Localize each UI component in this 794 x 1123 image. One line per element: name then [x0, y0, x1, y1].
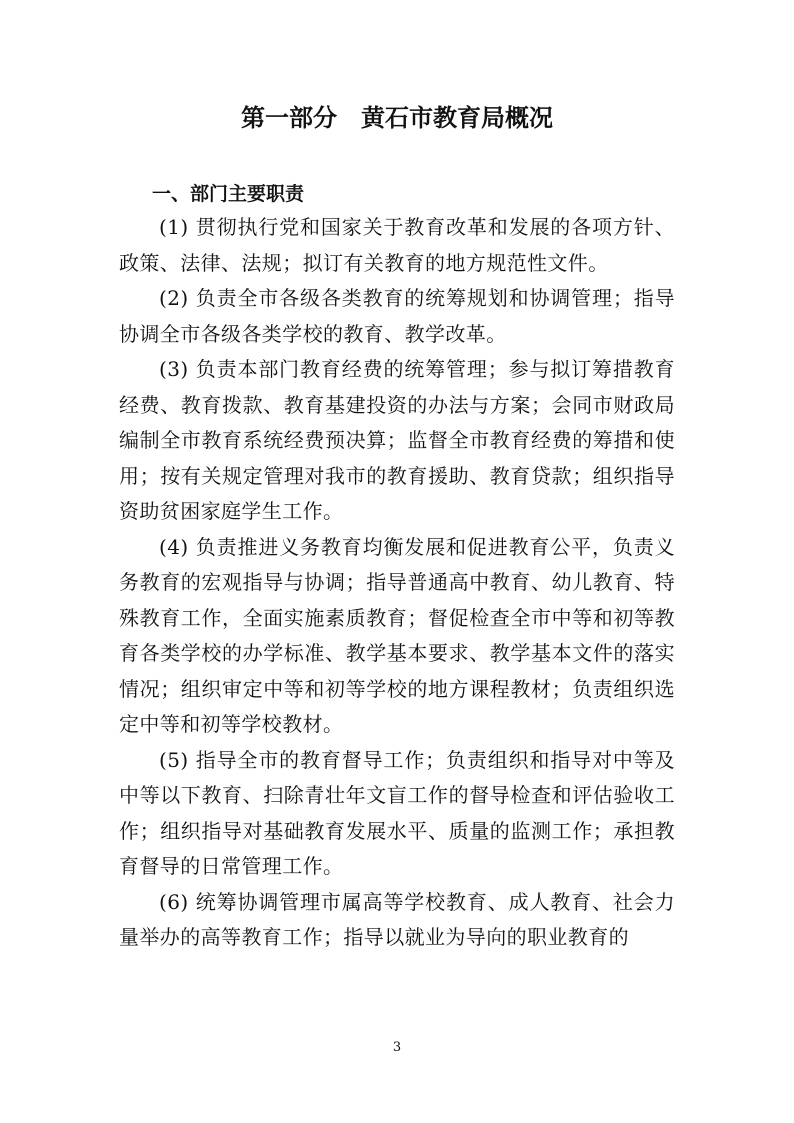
- page-title: 第一部分 黄石市教育局概况: [241, 103, 553, 132]
- paragraph-5: (5) 指导全市的教育督导工作；负责组织和指导对中等及中等以下教育、扫除青壮年文盲工作的督导检查和评估验收工作；组织指导对基础教育发展水平、质量的监测工作；承担教育督导的日常管理工作。: [119, 747, 675, 878]
- paragraph-2: (2) 负责全市各级各类教育的统筹规划和协调管理；指导协调全市各级各类学校的教育、教学改革。: [119, 286, 675, 346]
- section-heading: 一、部门主要职责: [152, 183, 305, 205]
- body-text: [119, 210, 675, 956]
- paragraph-1: (1) 贯彻执行党和国家关于教育改革和发展的各项方针、政策、法律、法规；拟订有关教育的地方规范性文件。: [119, 215, 675, 275]
- page-number: 3: [392, 1040, 402, 1055]
- paragraph-6: (6) 统筹协调管理市属高等学校教育、成人教育、社会力量举办的高等教育工作；指导以就业为导向的职业教育的: [119, 889, 675, 949]
- paragraph-4: (4) 负责推进义务教育均衡发展和促进教育公平，负责义务教育的宏观指导与协调；指导普通高中教育、幼儿教育、特殊教育工作，全面实施素质教育；督促检查全市中等和初等教育各类学校的办学标准、教学基本要求、教学基本文件的落实情况；组织审定中等和初等学校的地方课程教材；负责组织选定中等和初等学校教材。: [119, 534, 675, 736]
- paragraph-3: (3) 负责本部门教育经费的统筹管理；参与拟订筹措教育经费、教育拨款、教育基建投资的办法与方案；会同市财政局编制全市教育系统经费预决算；监督全市教育经费的筹措和使用；按有关规定管理对我市的教育援助、教育贷款；组织指导资助贫困家庭学生工作。: [119, 357, 675, 523]
